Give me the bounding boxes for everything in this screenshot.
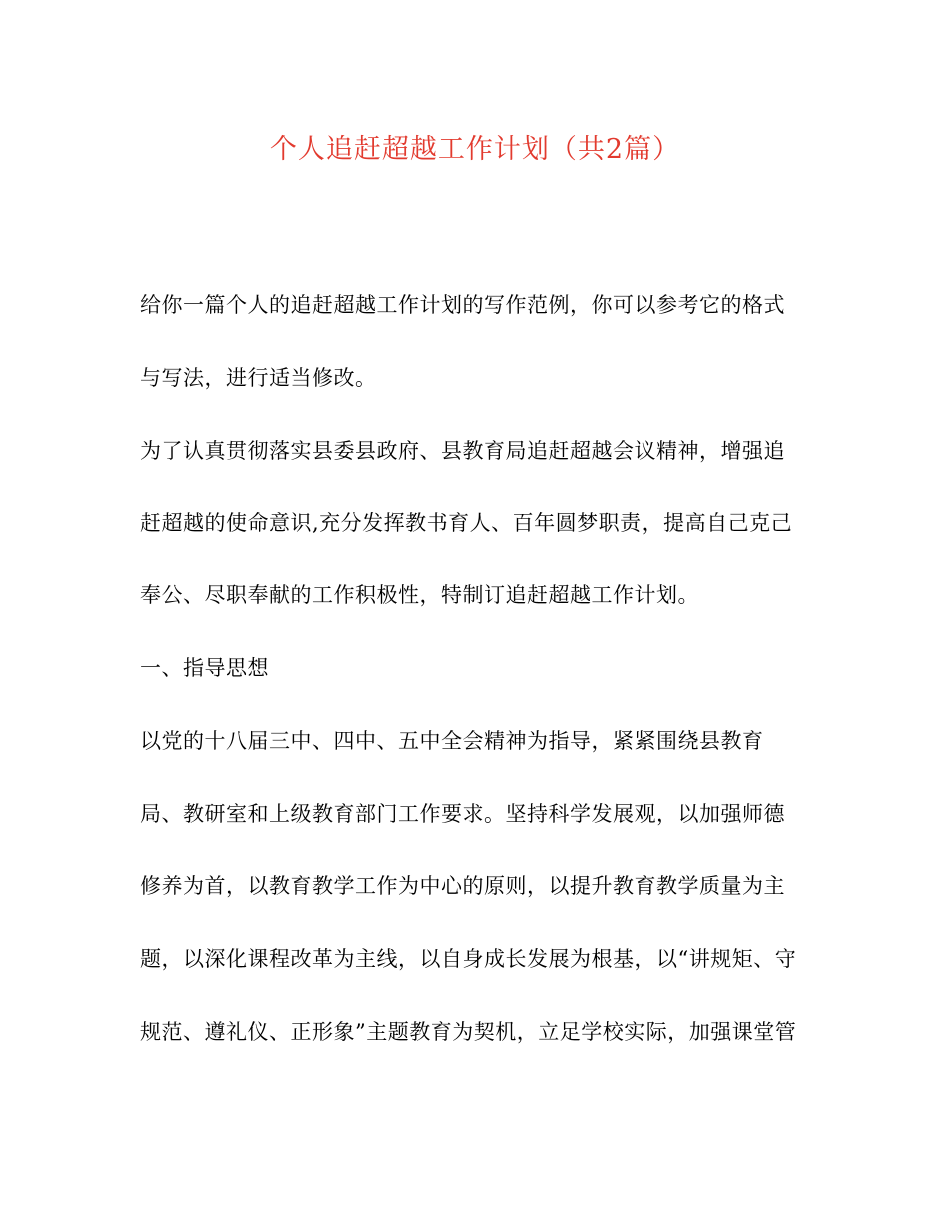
document-title: 个人追赶超越工作计划（共2篇） [269, 134, 681, 165]
paragraph-line: 与写法，进行适当修改。 [140, 366, 377, 390]
paragraph-line: 局、教研室和上级教育部门工作要求。坚持科学发展观，以加强师德 [140, 802, 785, 826]
paragraph-line: 为了认真贯彻落实县委县政府、县教育局追赶超越会议精神，增强追 [140, 439, 785, 463]
paragraph-line: 以党的十八届三中、四中、五中全会精神为指导，紧紧围绕县教育 [140, 729, 764, 753]
paragraph-line: 奉公、尽职奉献的工作积极性，特制订追赶超越工作计划。 [140, 583, 699, 607]
paragraph-line: 修养为首，以教育教学工作为中心的原则，以提升教育教学质量为主 [140, 874, 785, 898]
paragraph-line: 规范、遵礼仪、正形象”主题教育为契机，立足学校实际，加强课堂管 [140, 1020, 797, 1044]
section-heading: 一、指导思想 [140, 656, 269, 680]
paragraph-line: 赶超越的使命意识,充分发挥教书育人、百年圆梦职责，提高自己克己 [140, 511, 793, 535]
paragraph-line: 给你一篇个人的追赶超越工作计划的写作范例，你可以参考它的格式 [140, 293, 785, 317]
paragraph-line: 题，以深化课程改革为主线，以自身成长发展为根基，以“讲规矩、守 [140, 947, 797, 971]
